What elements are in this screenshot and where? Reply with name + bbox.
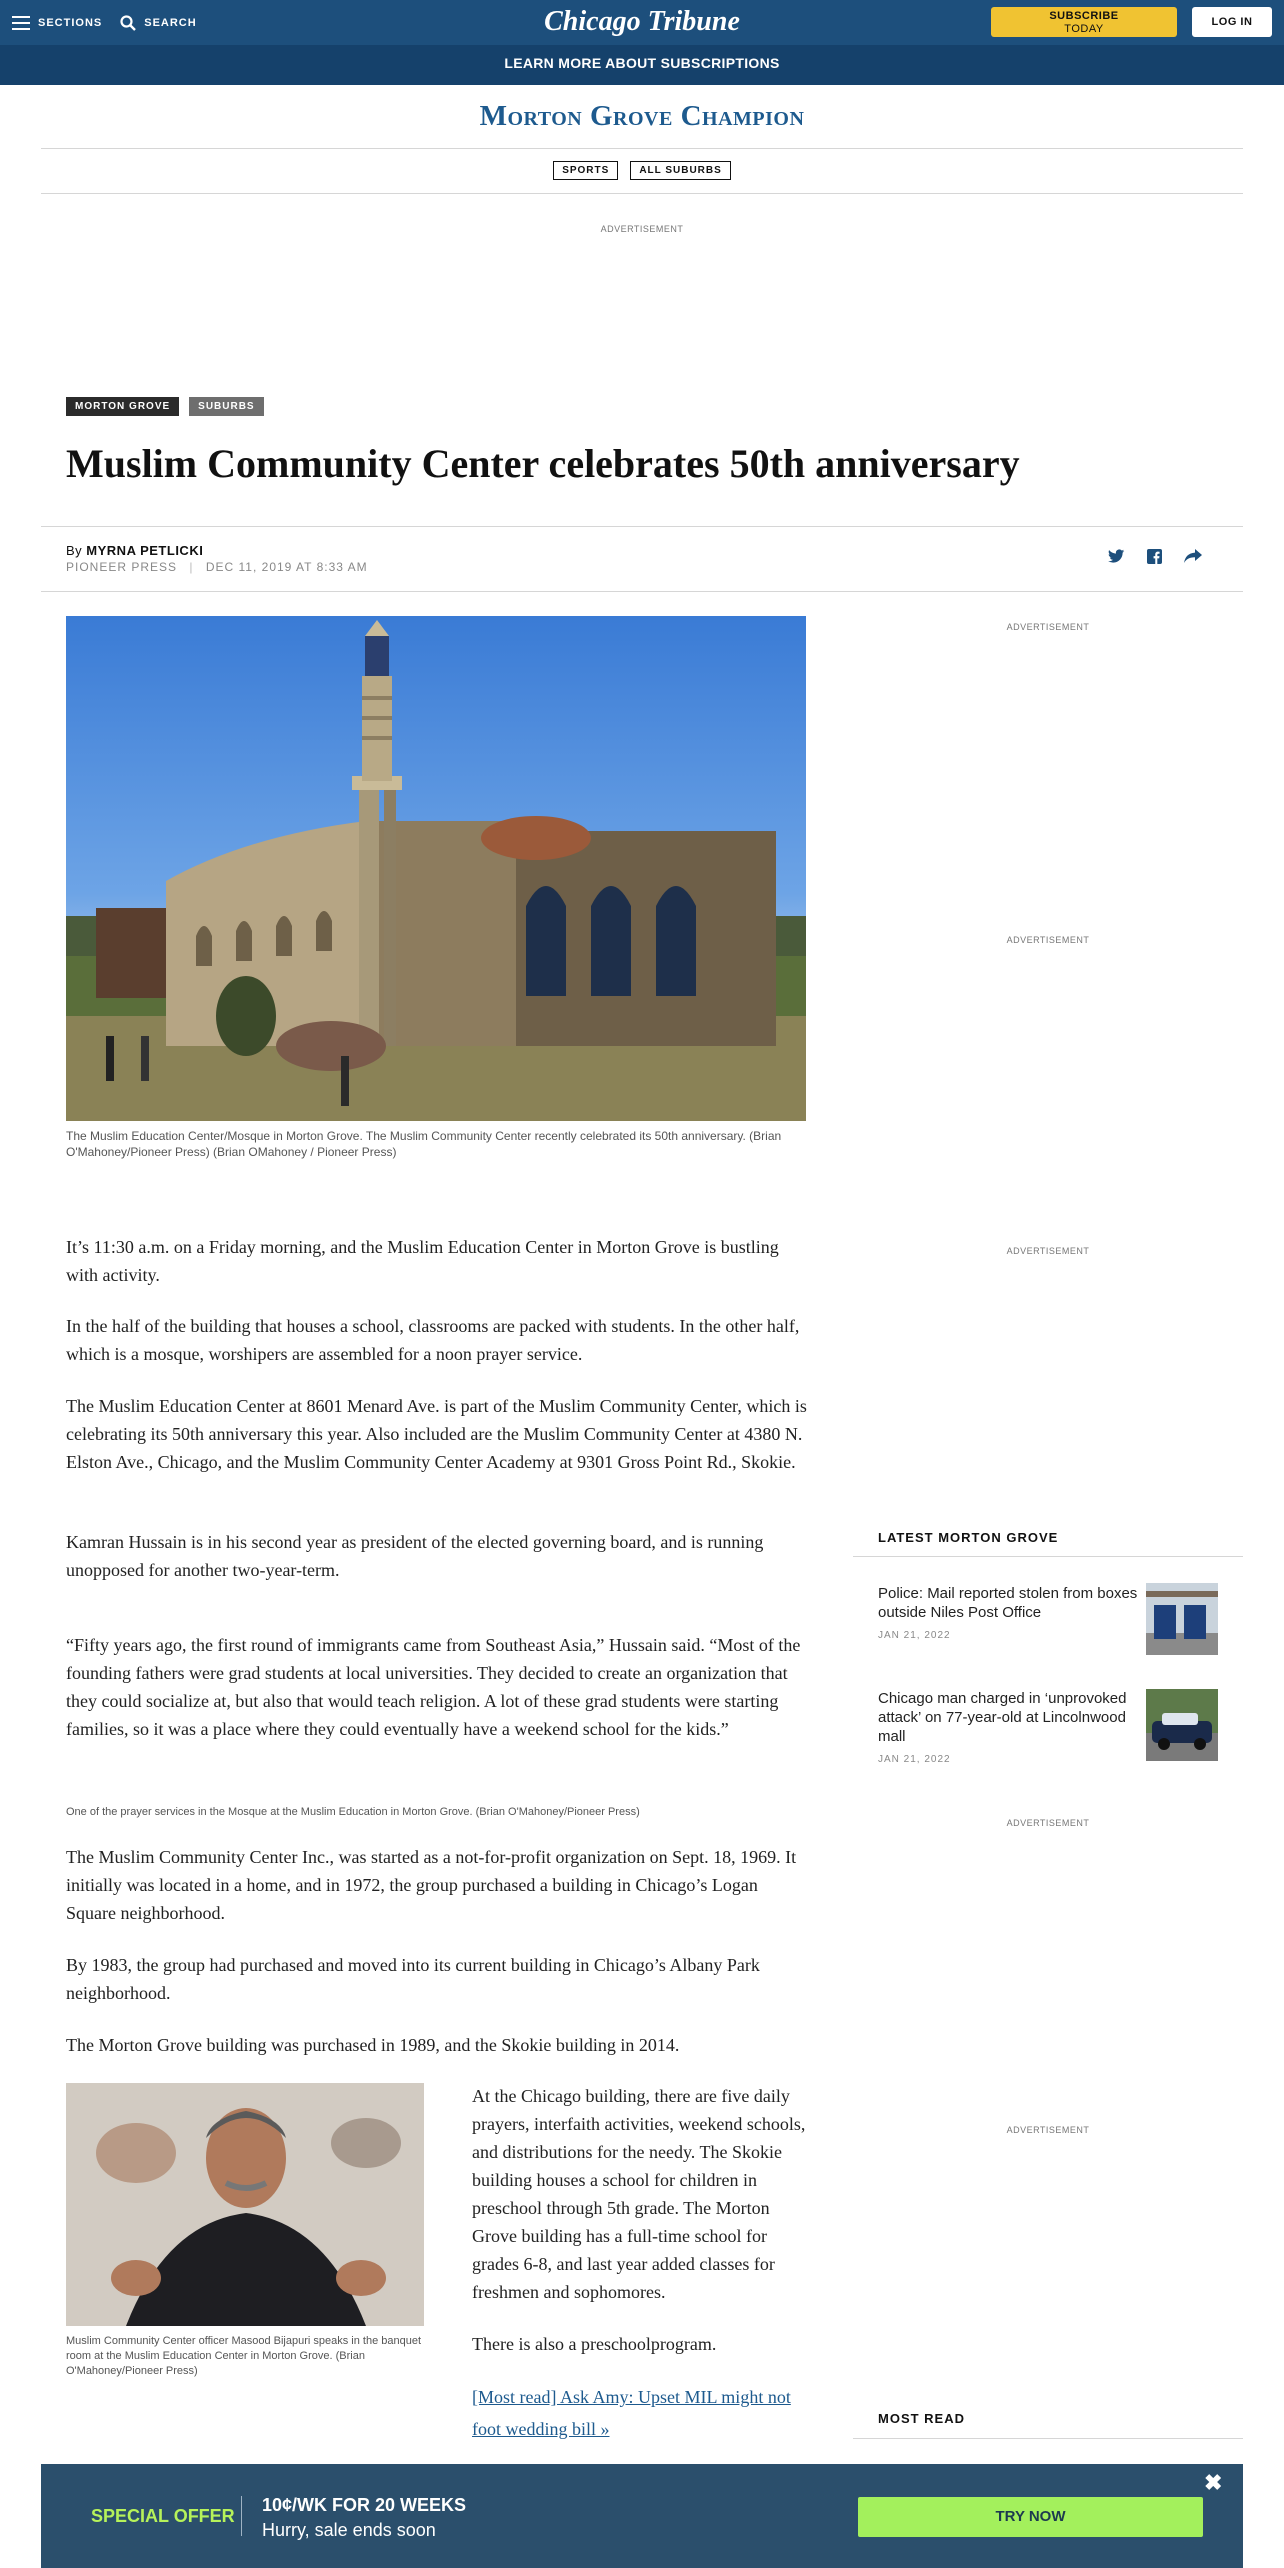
advertisement-label: ADVERTISEMENT bbox=[1006, 1818, 1090, 1828]
subscribe-button[interactable] bbox=[991, 7, 1177, 37]
advertisement-label: ADVERTISEMENT bbox=[1006, 935, 1090, 945]
paragraph-5-quote: “Fifty years ago, the first round of immigrants came from Southeast Asia,” Hussain said. “Most of the founding fathers were grad students at local universities. They decided to create an organization that they could socialize at, but also that would teach religion. A lot of these grad students were starting families, so it was a place where they could eventually have a weekend school for the kids.” bbox=[66, 1635, 801, 1739]
paragraph-1: It’s 11:30 a.m. on a Friday morning, and the Muslim Education Center in Morton Grove is bustling with activity. bbox=[66, 1237, 779, 1285]
section-nav bbox=[0, 161, 1284, 180]
subscriptions-banner[interactable]: LEARN MORE ABOUT SUBSCRIPTIONS bbox=[0, 45, 1284, 85]
hero-photo-mosque[interactable] bbox=[66, 616, 806, 1121]
paragraph-8: The Morton Grove building was purchased in 1989, and the Skokie building in 2014. bbox=[66, 2035, 680, 2055]
byline-prefix: By bbox=[66, 543, 87, 558]
publication-name: PIONEER PRESS bbox=[66, 560, 178, 574]
special-offer-banner bbox=[41, 2464, 1243, 2568]
mailbox-thumbnail bbox=[1146, 1583, 1218, 1655]
share-buttons bbox=[1108, 549, 1202, 564]
advertisement-label: ADVERTISEMENT bbox=[1006, 1246, 1090, 1256]
share-arrow-icon[interactable] bbox=[1184, 549, 1202, 564]
advertisement-label: ADVERTISEMENT bbox=[1006, 622, 1090, 632]
article-tags bbox=[66, 397, 264, 416]
portrait-photo[interactable] bbox=[66, 2083, 424, 2326]
tag-suburbs[interactable]: SUBURBS bbox=[189, 397, 263, 416]
latest-item-thumbnail[interactable] bbox=[1146, 1689, 1218, 1761]
sections-label: SECTIONS bbox=[38, 16, 103, 29]
publish-date: DEC 11, 2019 AT 8:33 AM bbox=[205, 560, 368, 574]
try-now-button[interactable]: TRY NOW bbox=[858, 2497, 1203, 2537]
mosque-illustration bbox=[66, 616, 806, 1121]
portrait-caption: Muslim Community Center officer Masood Bijapuri speaks in the banquet room at the Muslim Education Center in Morton Grove. (Brian O'Mahoney/Pioneer Press) bbox=[66, 2335, 422, 2377]
offer-label: SPECIAL OFFER bbox=[91, 2506, 235, 2526]
subscribe-label: SUBSCRIBE bbox=[1049, 10, 1119, 22]
divider bbox=[853, 1556, 1243, 1557]
advertisement-label: ADVERTISEMENT bbox=[600, 224, 684, 234]
divider bbox=[41, 526, 1243, 527]
latest-item-title[interactable]: Chicago man charged in ‘unprovoked attack’ on 77-year-old at Lincolnwood mall bbox=[878, 1690, 1127, 1745]
paragraph-4: Kamran Hussain is in his second year as president of the elected governing board, and is running unopposed for another two-year-term. bbox=[66, 1532, 764, 1580]
hero-caption: The Muslim Education Center/Mosque in Morton Grove. The Muslim Community Center recently celebrated its 50th anniversary. (Brian O'Mahoney/Pioneer Press) (Brian OMahoney / Pioneer Press) bbox=[66, 1129, 782, 1159]
speaker-illustration bbox=[66, 2083, 424, 2326]
top-navigation-bar bbox=[0, 0, 1284, 45]
nav-pill-sports[interactable]: SPORTS bbox=[553, 161, 618, 180]
latest-item-date: JAN 21, 2022 bbox=[878, 1754, 951, 1765]
divider bbox=[41, 193, 1243, 194]
latest-item-date: JAN 21, 2022 bbox=[878, 1630, 951, 1641]
paragraph-10: There is also a preschoolprogram. bbox=[472, 2334, 717, 2354]
paragraph-2: In the half of the building that houses a school, classrooms are packed with students. In the other half, which is a mosque, worshipers are assembled for a noon prayer service. bbox=[66, 1316, 800, 1364]
facebook-icon[interactable] bbox=[1147, 549, 1162, 564]
search-label: SEARCH bbox=[144, 16, 197, 29]
tag-morton-grove[interactable]: MORTON GROVE bbox=[66, 397, 179, 416]
latest-item-thumbnail[interactable] bbox=[1146, 1583, 1218, 1655]
byline bbox=[66, 543, 203, 558]
paragraph-6: The Muslim Community Center Inc., was started as a not-for-profit organization on Sept. 18, 1969. It initially was located in a home, and in 1972, the group purchased a building in Chicago’s Logan Square neighborhood. bbox=[66, 1847, 797, 1923]
promo-divider bbox=[241, 2496, 242, 2536]
police-car-thumbnail bbox=[1146, 1689, 1218, 1761]
close-icon[interactable]: ✖ bbox=[1204, 2470, 1223, 2495]
nav-pill-all-suburbs[interactable]: ALL SUBURBS bbox=[630, 161, 730, 180]
meta-separator: | bbox=[189, 560, 194, 574]
paragraph-9: At the Chicago building, there are five daily prayers, interfaith activities, weekend schools, and distributions for the needy. The Skokie building houses a school for children in preschool through 5th grade. The Morton Grove building has a full-time school for grades 6-8, and last year added classes for freshmen and sophomores. bbox=[472, 2086, 806, 2302]
section-brand-title[interactable]: Morton Grove Champion bbox=[479, 100, 805, 132]
offer-subtext: Hurry, sale ends soon bbox=[262, 2520, 436, 2540]
most-read-link[interactable]: [Most read] Ask Amy: Upset MIL might not foot wedding bill » bbox=[472, 2387, 791, 2439]
twitter-icon[interactable] bbox=[1108, 549, 1125, 564]
subscribe-sublabel: TODAY bbox=[1064, 23, 1104, 35]
prayer-caption: One of the prayer services in the Mosque at the Muslim Education in Morton Grove. (Brian O'Mahoney/Pioneer Press) bbox=[66, 1806, 640, 1818]
latest-heading: LATEST MORTON GROVE bbox=[878, 1530, 1059, 1545]
login-button[interactable]: LOG IN bbox=[1192, 7, 1272, 37]
article-headline: Muslim Community Center celebrates 50th anniversary bbox=[66, 441, 1020, 486]
divider bbox=[853, 2438, 1243, 2439]
offer-price: 10¢/WK FOR 20 WEEKS bbox=[262, 2495, 467, 2515]
paragraph-3: The Muslim Education Center at 8601 Menard Ave. is part of the Muslim Community Center, which is celebrating its 50th anniversary this year. Also included are the Muslim Community Center at 4380 N. Elston Ave., Chicago, and the Muslim Community Center Academy at 9301 Gross Point Rd., Skokie. bbox=[66, 1396, 807, 1472]
advertisement-label: ADVERTISEMENT bbox=[1006, 2125, 1090, 2135]
article-meta bbox=[66, 560, 368, 574]
site-logo[interactable]: Chicago Tribune bbox=[544, 6, 740, 37]
latest-item-title[interactable]: Police: Mail reported stolen from boxes outside Niles Post Office bbox=[878, 1585, 1138, 1621]
paragraph-7: By 1983, the group had purchased and moved into its current building in Chicago’s Albany Park neighborhood. bbox=[66, 1955, 760, 2003]
author-name[interactable]: MYRNA PETLICKI bbox=[86, 543, 204, 558]
divider bbox=[41, 591, 1243, 592]
divider bbox=[41, 148, 1243, 149]
most-read-heading: MOST READ bbox=[878, 2411, 965, 2426]
